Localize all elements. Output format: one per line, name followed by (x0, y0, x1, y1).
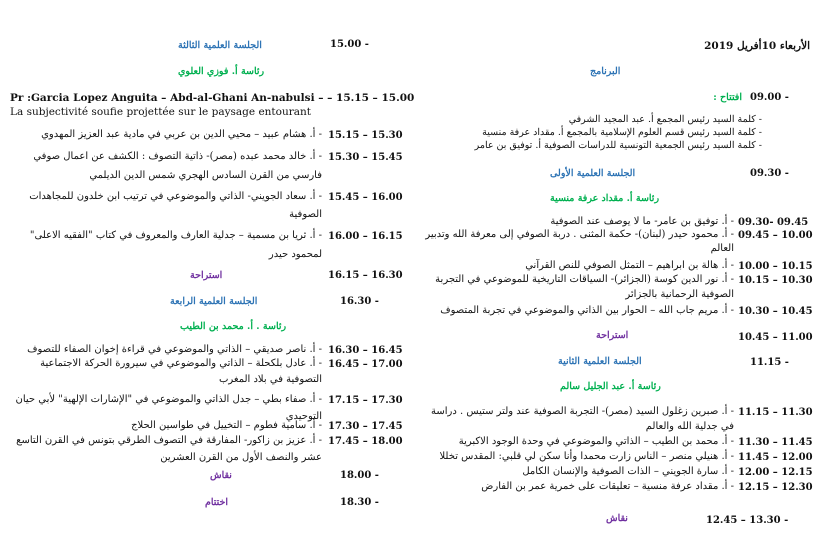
talk6-time: 16.45 – 17.00 (328, 359, 403, 370)
r10-text: - أ. مقداد عرفة منسية – تعليقات على خمرية عمر بن الفارض (481, 481, 734, 492)
r4-time: 10.15 – 10.30 (738, 275, 813, 286)
session3-heading: الجلسة العلمية الثالثة (178, 40, 262, 51)
r2-text: - أ. محمود حيدر (لبنان)- حكمة المثنى . دربة الصوفي إلى معرفة الله وتدبير (425, 229, 734, 240)
r1-time: 09.30- 09.45 (738, 217, 809, 228)
talk6-text2: التصوفية في بلاد المغرب (218, 374, 322, 385)
talk7-text: - أ. صفاء بطي – جدل الذاتي والموضوعي في "الإشارات الإلهية" لأبي حيان (15, 394, 322, 405)
talk1-text: - أ. هشام عبيد – محيي الدين بن عربي في مادية عبد العزيز المهدوي (41, 129, 322, 140)
talk4-text2: لمحمود حيدر (268, 249, 322, 260)
talk9-time: 17.45 – 18.00 (328, 436, 403, 447)
french-talk-title: Pr :Garcia Lopez Anguita – Abd-al-Ghani An-nabulsi – – 15.15 – 15.00 (10, 92, 415, 104)
opening-speech-1: - كلمة السيد رئيس المجمع أ. عبد المجيد الشرفي (568, 114, 762, 125)
talk9-text2: عشر والنصف الأول من القرن العشرين (160, 452, 322, 463)
program-date: الأربعاء 10أفريل 2019 (704, 40, 810, 52)
break-time-left: 16.15 – 16.30 (328, 270, 403, 281)
discussion-time-right: 12.45 – 13.30 - (706, 515, 789, 526)
talk3-text: - أ. سعاد الجويني- الذاتي والموضوعي في ترتيب ابن خلدون للمجاهدات (29, 191, 322, 202)
talk9-text: - أ. عزيز بن زاكور- المفارقة في التصوف الطرقي بتونس في القرن التاسع (16, 435, 322, 446)
session2-time: 11.15 - (750, 357, 789, 368)
talk2-time: 15.30 – 15.45 (328, 152, 403, 163)
session1-chair: رئاسة أ. مقداد عرفة منسية (550, 193, 660, 204)
french-talk-subtitle: La subjectivité soufie projettée sur le paysage entourant (10, 106, 311, 118)
r7-text: - أ. محمد بن الطيب – الذاتي والموضوعي في وحدة الوجود الاكبرية (458, 436, 734, 447)
session1-time: 09.30 - (750, 168, 789, 179)
session2-chair: رئاسة أ. عبد الجليل سالم (560, 381, 661, 392)
r5-time: 10.30 – 10.45 (738, 306, 813, 317)
opening-label: افتتاح : (713, 92, 742, 103)
r6-text2: في جدلية الله والعالم (645, 421, 734, 432)
closing-time: 18.30 - (340, 497, 379, 508)
session2-heading: الجلسة العلمية الثانية (558, 356, 642, 367)
r7-time: 11.30 – 11.45 (738, 437, 813, 448)
talk4-time: 16.00 – 16.15 (328, 231, 403, 242)
r9-text: - أ. سارة الجويني – الذات الصوفية والإنسان الكامل (522, 466, 734, 477)
r3-time: 10.00 – 10.15 (738, 261, 813, 272)
r5-text: - أ. مريم جاب الله – الحوار بين الذاتي والموضوعي في تجربة المتصوف (440, 305, 734, 316)
talk3-text2: الصوفية (289, 209, 322, 220)
talk4-text: - أ. ثريا بن مسمية – جدلية العارف والمعروف في كتاب "الفقيه الاعلى" (29, 230, 322, 241)
session4-time: 16.30 - (340, 296, 379, 307)
r1-text: - أ. توفيق بن عامر- ما لا يوصف عند الصوفية (550, 216, 734, 227)
talk3-time: 15.45 – 16.00 (328, 192, 403, 203)
talk1-time: 15.15 – 15.30 (328, 130, 403, 141)
session4-heading: الجلسة العلمية الرابعة (170, 296, 258, 307)
break-label-right: استراحة (596, 330, 629, 341)
talk5-time: 16.30 – 16.45 (328, 345, 403, 356)
session4-chair: رئاسة . أ. محمد بن الطيب (180, 321, 287, 332)
opening-speech-3: - كلمة السيد رئيس الجمعية التونسية للدراسات الصوفية أ. توفيق بن عامر (474, 140, 762, 151)
break-label-left: استراحة (190, 270, 223, 281)
r10-time: 12.15 – 12.30 (738, 482, 813, 493)
talk2-text: - أ. خالد محمد عبده (مصر)- ذاتية التصوف : الكشف عن اعمال صوفي (33, 151, 322, 162)
program-title: البرنامج (590, 66, 621, 77)
closing-label: اختتام (205, 497, 229, 508)
session3-chair: رئاسة أ. فوزي العلوي (178, 66, 265, 77)
opening-time: 09.00 - (750, 92, 789, 103)
r4-text: - أ. نور الدين كوسة (الجزائر)- السياقات التاريخية للموضوعي في التجربة (435, 274, 734, 285)
talk2-text2: فارسي من القرن السادس الهجري شمس الدين الديلمي (89, 170, 322, 181)
session1-heading: الجلسة العلمية الأولى (550, 168, 636, 179)
r8-text: - أ. هنيلي منصر – الناس زارت محمدا وأنا سكن لي قلبي: المقدس تخللا (439, 451, 734, 462)
talk8-time: 17.30 – 17.45 (328, 421, 403, 432)
talk6-text: - أ. عادل بلكحلة – الذاتي والموضوعي في سيرورة الحركة الاجتماعية (40, 358, 322, 369)
r4-text2: الصوفية الرحمانية بالجزائر (625, 289, 734, 300)
talk5-text: - أ. ناصر صديقي – الذاتي والموضوعي في قراءة إخوان الصفاء للتصوف (27, 344, 322, 355)
r6-time: 11.15 – 11.30 (738, 407, 813, 418)
session3-time: 15.00 - (330, 39, 369, 50)
break-time-right: 10.45 – 11.00 (738, 332, 813, 343)
opening-speech-2: - كلمة السيد رئيس قسم العلوم الإسلامية بالمجمع أ. مقداد عرفة منسية (482, 127, 762, 138)
r2-text2: العالم (710, 243, 734, 254)
r9-time: 12.00 – 12.15 (738, 467, 813, 478)
discussion-label-left: نقاش (210, 470, 232, 481)
right-column (410, 0, 813, 543)
discussion-label-right: نقاش (606, 513, 628, 524)
r3-text: - أ. هالة بن ابراهيم – التمثل الصوفي للنص القرآني (525, 260, 734, 271)
talk7-time: 17.15 – 17.30 (328, 395, 403, 406)
r6-text: - أ. صبرين زغلول السيد (مصر)- التجربة الصوفية عند ولتر ستيس . دراسة (430, 406, 734, 417)
talk8-text: - أ. سامية فطوم – التخييل في طواسين الحلاج (131, 420, 322, 431)
talk7-text2: التوحيدي (285, 411, 322, 422)
r2-time: 09.45 – 10.00 (738, 230, 813, 241)
discussion-time-left: 18.00 - (340, 470, 379, 481)
r8-time: 11.45 – 12.00 (738, 452, 813, 463)
